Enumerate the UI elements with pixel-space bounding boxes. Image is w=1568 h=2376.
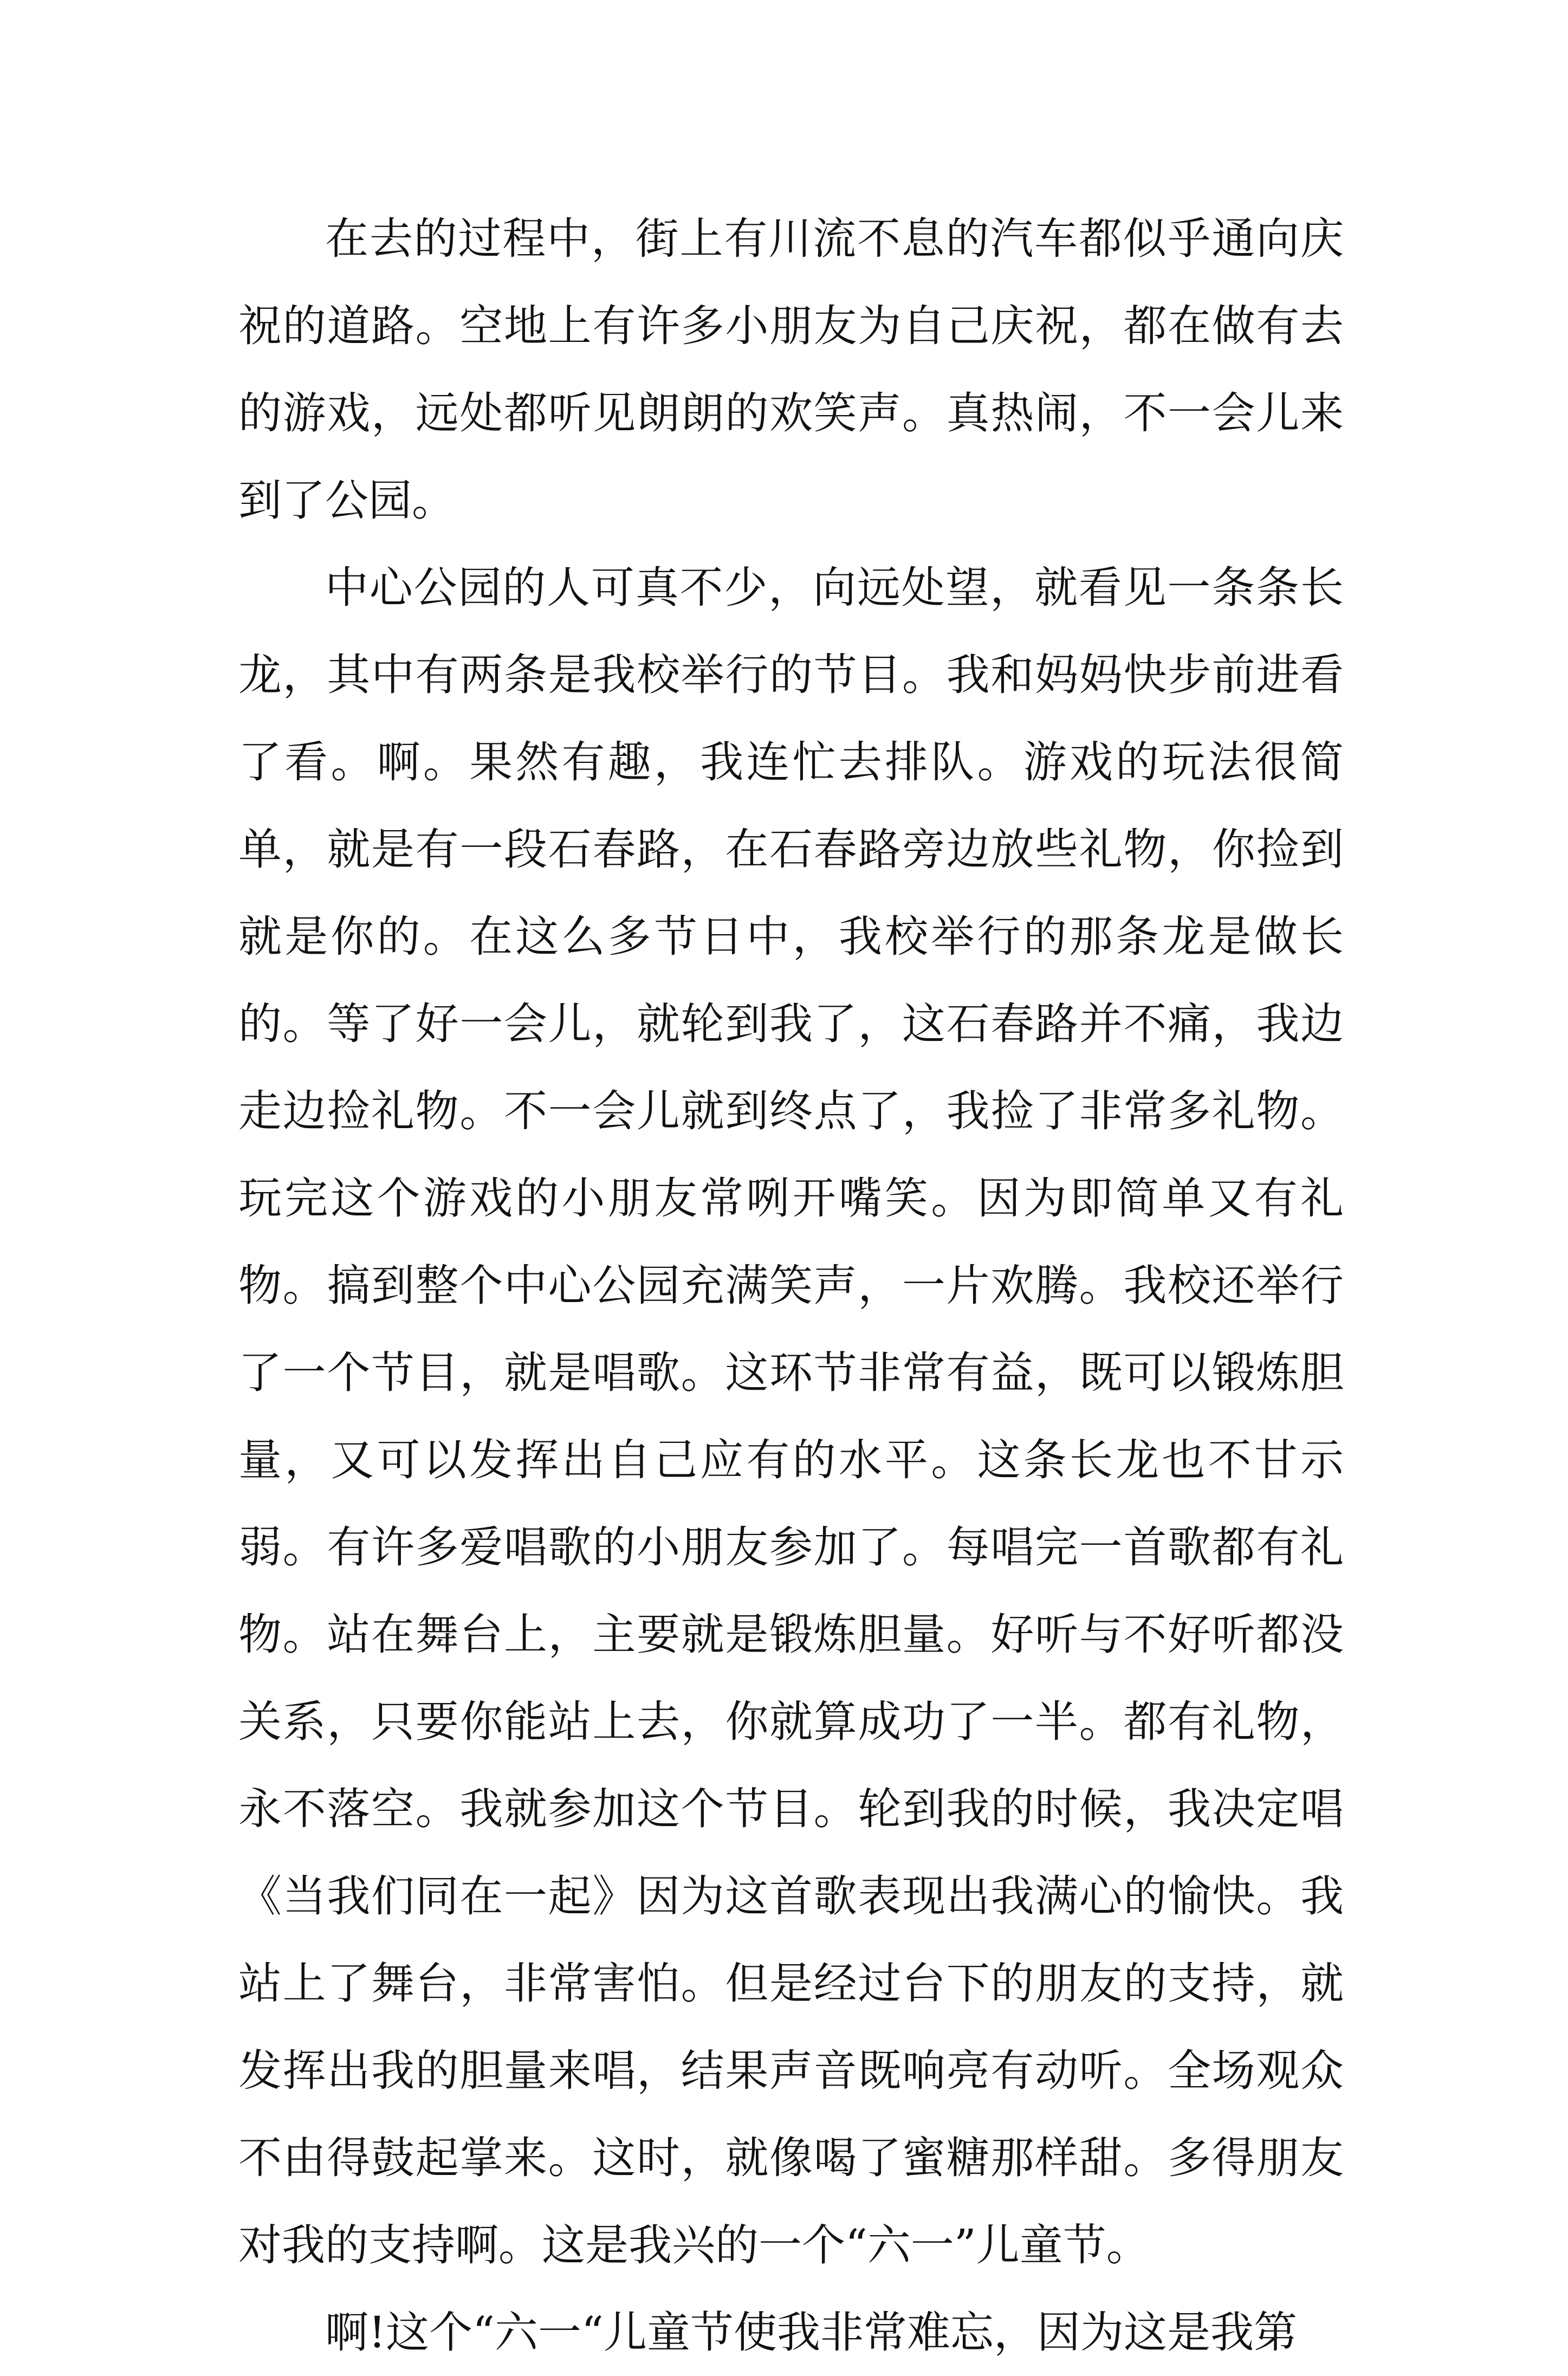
- paragraph-1: 在去的过程中，街上有川流不息的汽车都似乎通向庆祝的道路。空地上有许多小朋友为自己庆祝，都在做有去的游戏，远处都听见朗朗的欢笑声。真热闹，不一会儿来到了公园。: [238, 213, 1344, 526]
- paragraph-3: 啊!这个“六一“儿童节使我非常难忘，因为这是我第: [325, 2307, 1297, 2358]
- paragraph-2: 中心公园的人可真不少，向远处望，就看见一条条长龙，其中有两条是我校举行的节目。我和妈妈快步前进看了看。啊。果然有趣，我连忙去排队。游戏的玩法很简单，就是有一段石春路，在石春路旁边放些礼物，你捡到就是你的。在这么多节日中，我校举行的那条龙是做长的。等了好一会儿，就轮到我了，这石春路并不痛，我边走边捡礼物。不一会儿就到终点了，我捡了非常多礼物。玩完这个游戏的小朋友常咧开嘴笑。因为即简单又有礼物。搞到整个中心公园充满笑声，一片欢腾。我校还举行了一个节目，就是唱歌。这环节非常有益，既可以锻炼胆量，又可以发挥出自己应有的水平。这条长龙也不甘示弱。有许多爱唱歌的小朋友参加了。每唱完一首歌都有礼物。站在舞台上，主要就是锻炼胆量。好听与不好听都没关系，只要你能站上去，你就算成功了一半。都有礼物，永不落空。我就参加这个节目。轮到我的时候，我决定唱《当我们同在一起》因为这首歌表现出我满心的愉快。我站上了舞台，非常害怕。但是经过台下的朋友的支持，就发挥出我的胆量来唱，结果声音既响亮有动听。全场观众不由得鼓起掌来。这时，就像喝了蜜糖那样甜。多得朋友对我的支持啊。这是我兴的一个“六一”儿童节。: [238, 562, 1344, 2270]
- body-text: [238, 195, 1344, 2376]
